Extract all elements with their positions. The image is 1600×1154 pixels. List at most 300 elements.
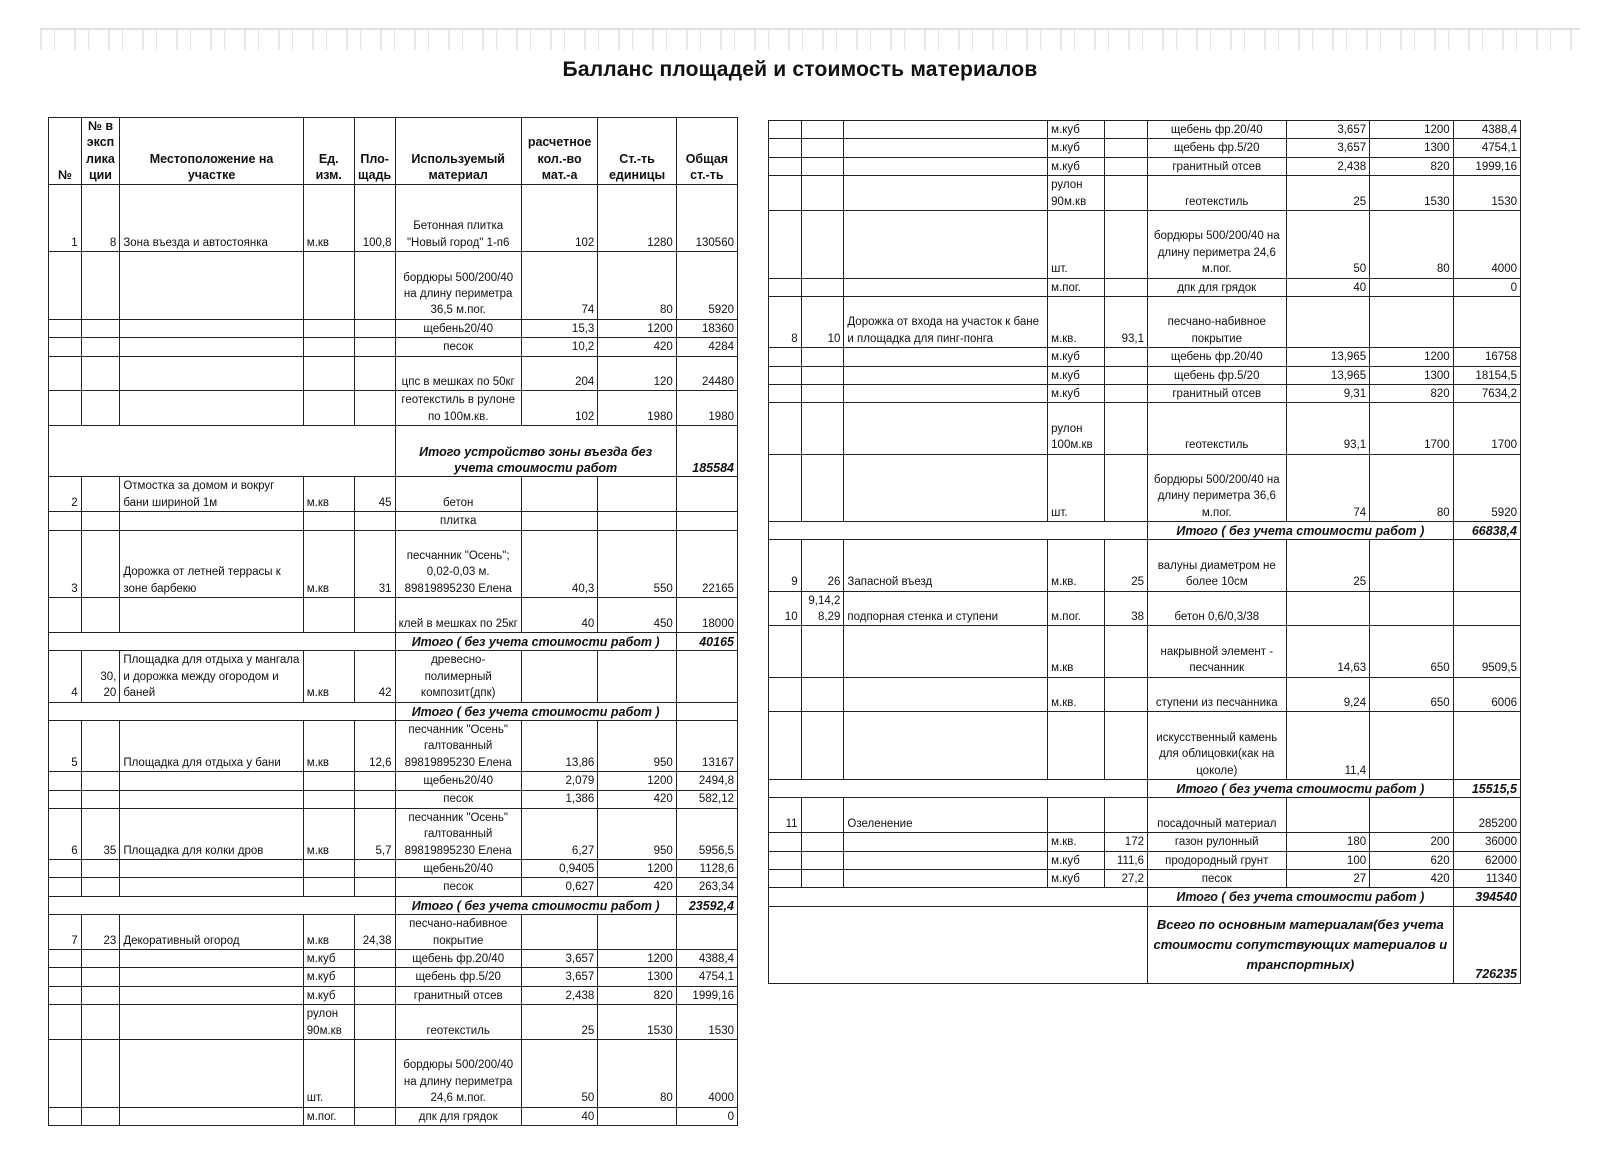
cell-no <box>769 348 802 366</box>
table-row <box>769 384 1521 402</box>
cell-material: щебень20/40 <box>395 860 521 878</box>
header-no <box>49 118 82 185</box>
table-row <box>49 338 738 356</box>
cell-sum: 6006 <box>1453 677 1520 712</box>
cell-area <box>354 986 395 1004</box>
cell-expl <box>801 176 844 211</box>
table-row <box>769 833 1521 851</box>
cell-sum: 1980 <box>676 391 737 426</box>
cell-qty: 10,2 <box>521 338 597 356</box>
cell-material: щебень20/40 <box>395 319 521 337</box>
header-unitcost-line: единицы <box>608 168 666 183</box>
cell-expl <box>801 384 844 402</box>
cell-unit-cost: 1530 <box>1370 176 1454 211</box>
cell-unit: м.пог. <box>303 1107 354 1125</box>
cell-area: 31 <box>354 530 395 598</box>
grand-total-label: Всего по основным материалам(без учета стоимости сопутствующих материалов и транспортных) <box>1147 906 1453 983</box>
cell-sum: 0 <box>1453 278 1520 296</box>
cell-material: песчанник "Осень" галтованный 89819895230 Елена <box>395 808 521 859</box>
cell-material: накрывной элемент - песчанник <box>1147 626 1286 677</box>
cell-expl <box>81 356 120 391</box>
cell-material: плитка <box>395 512 521 530</box>
cell-place <box>120 598 303 633</box>
cell-unit: м.куб <box>1048 121 1105 139</box>
table-row <box>769 677 1521 712</box>
cell-unit <box>1048 798 1105 833</box>
cell-area <box>354 878 395 896</box>
cell-material: гранитный отсев <box>1147 384 1286 402</box>
cell-place <box>120 1040 303 1108</box>
cell-material: клей в мешках по 25кг <box>395 598 521 633</box>
cell-qty <box>1286 798 1370 833</box>
cell-unit-cost: 1200 <box>1370 121 1454 139</box>
cell-area <box>354 1040 395 1108</box>
cell-unit: м.куб <box>1048 157 1105 175</box>
cell-material: бордюры 500/200/40 на длину периметра 36,6 м.пог. <box>1147 454 1286 522</box>
cell-unit-cost: 820 <box>1370 157 1454 175</box>
cell-expl <box>801 626 844 677</box>
table-row <box>769 366 1521 384</box>
cell-material: песок <box>395 790 521 808</box>
cell-expl <box>81 720 120 771</box>
cell-area <box>354 512 395 530</box>
cell-sum: 22165 <box>676 530 737 598</box>
cell-qty: 50 <box>521 1040 597 1108</box>
cell-material: щебень фр.20/40 <box>395 950 521 968</box>
cell-area: 45 <box>354 477 395 512</box>
page-title: Балланс площадей и стоимость материалов <box>562 58 1038 81</box>
right-materials-table <box>768 120 1521 984</box>
cell-unit: м.кв <box>1048 626 1105 677</box>
header-unit <box>303 118 354 185</box>
cell-unit-cost: 80 <box>1370 210 1454 278</box>
cell-unit: м.пог. <box>1048 591 1105 626</box>
cell-area <box>1105 366 1148 384</box>
cell-expl <box>801 157 844 175</box>
table-row <box>769 278 1521 296</box>
cell-qty <box>521 651 597 702</box>
cell-sum <box>676 477 737 512</box>
cell-material: гранитный отсев <box>1147 157 1286 175</box>
cell-expl <box>81 319 120 337</box>
cell-unit-cost: 1300 <box>1370 139 1454 157</box>
cell-unit: м.кв. <box>1048 540 1105 591</box>
cell-no <box>769 139 802 157</box>
cell-unit-cost <box>1370 591 1454 626</box>
cell-material: ступени из песчанника <box>1147 677 1286 712</box>
table-row <box>49 1040 738 1108</box>
total-row <box>49 896 738 914</box>
cell-sum: 4000 <box>676 1040 737 1108</box>
cell-area <box>354 391 395 426</box>
cell-place: Зона въезда и автостоянка <box>120 184 303 252</box>
cell-expl <box>81 968 120 986</box>
cell-expl: 9,14,2 8,29 <box>801 591 844 626</box>
cell-qty <box>521 915 597 950</box>
cell-sum: 5920 <box>676 252 737 320</box>
cell-place <box>120 512 303 530</box>
cell-material: цпс в мешках по 50кг <box>395 356 521 391</box>
cell-place: Озеленение <box>844 798 1048 833</box>
cell-sum: 582,12 <box>676 790 737 808</box>
cell-qty: 40 <box>1286 278 1370 296</box>
cell-qty: 0,627 <box>521 878 597 896</box>
cell-no <box>49 790 82 808</box>
cell-expl <box>81 950 120 968</box>
cell-area <box>1105 403 1148 454</box>
cell-place: Площадка для колки дров <box>120 808 303 859</box>
cell-place <box>844 210 1048 278</box>
cell-material: бетон 0,6/0,3/38 <box>1147 591 1286 626</box>
cell-area <box>354 252 395 320</box>
cell-sum: 4388,4 <box>1453 121 1520 139</box>
cell-unit <box>303 790 354 808</box>
cell-qty: 3,657 <box>1286 121 1370 139</box>
table-row <box>49 790 738 808</box>
cell-unit-cost: 200 <box>1370 833 1454 851</box>
cell-unit <box>303 512 354 530</box>
cell-unit-cost <box>598 651 676 702</box>
table-row <box>769 210 1521 278</box>
cell-sum: 1999,16 <box>1453 157 1520 175</box>
cell-no <box>769 384 802 402</box>
cell-sum: 285200 <box>1453 798 1520 833</box>
cell-unit-cost: 1200 <box>1370 348 1454 366</box>
cell-unit-cost: 1280 <box>598 184 676 252</box>
cell-unit: м.кв <box>303 808 354 859</box>
cell-unit-cost <box>1370 712 1454 780</box>
cell-unit <box>303 878 354 896</box>
cell-material: геотекстиль <box>395 1005 521 1040</box>
cell-sum: 16758 <box>1453 348 1520 366</box>
cell-no <box>769 157 802 175</box>
cell-expl: 30, 20 <box>81 651 120 702</box>
cell-qty: 102 <box>521 391 597 426</box>
cell-area: 100,8 <box>354 184 395 252</box>
cell-unit-cost <box>1370 798 1454 833</box>
table-row <box>49 720 738 771</box>
table-row <box>49 252 738 320</box>
cell-unit: м.куб <box>1048 348 1105 366</box>
cell-expl <box>81 772 120 790</box>
cell-place: подпорная стенка и ступени <box>844 591 1048 626</box>
table-row <box>49 356 738 391</box>
cell-no <box>49 512 82 530</box>
cell-no <box>769 870 802 888</box>
table-row <box>769 139 1521 157</box>
cell-material: песчанник "Осень"; 0,02-0,03 м. 89819895230 Елена <box>395 530 521 598</box>
cell-material: гранитный отсев <box>395 986 521 1004</box>
cell-place <box>844 139 1048 157</box>
total-value: 185584 <box>676 426 737 477</box>
cell-no: 5 <box>49 720 82 771</box>
cell-place <box>844 454 1048 522</box>
cell-blank <box>49 632 396 650</box>
cell-place <box>120 319 303 337</box>
cell-sum: 130560 <box>676 184 737 252</box>
cell-unit-cost: 450 <box>598 598 676 633</box>
cell-qty: 50 <box>1286 210 1370 278</box>
cell-unit: м.куб <box>1048 366 1105 384</box>
cell-unit <box>1048 712 1105 780</box>
cell-unit: м.куб <box>303 950 354 968</box>
cell-area <box>1105 454 1148 522</box>
cell-unit-cost <box>1370 540 1454 591</box>
table-row <box>49 772 738 790</box>
cell-expl <box>801 870 844 888</box>
cell-no <box>769 210 802 278</box>
cell-area <box>354 790 395 808</box>
cell-qty: 2,438 <box>1286 157 1370 175</box>
cell-no: 7 <box>49 915 82 950</box>
cell-material: дпк для грядок <box>395 1107 521 1125</box>
cell-unit-cost: 120 <box>598 356 676 391</box>
cell-expl <box>801 798 844 833</box>
cell-sum <box>1453 540 1520 591</box>
cell-unit: м.кв <box>303 477 354 512</box>
table-row <box>49 915 738 950</box>
cell-qty: 100 <box>1286 851 1370 869</box>
cell-unit <box>303 252 354 320</box>
cell-unit-cost <box>1370 278 1454 296</box>
cell-place <box>844 384 1048 402</box>
cell-area: 111,6 <box>1105 851 1148 869</box>
left-materials-table <box>48 117 738 1126</box>
cell-qty: 13,965 <box>1286 366 1370 384</box>
cell-expl <box>801 121 844 139</box>
cell-expl <box>801 677 844 712</box>
cell-unit-cost: 80 <box>598 1040 676 1108</box>
cell-place <box>844 833 1048 851</box>
cell-qty: 74 <box>521 252 597 320</box>
cell-expl <box>81 391 120 426</box>
cell-qty: 25 <box>521 1005 597 1040</box>
cell-sum: 11340 <box>1453 870 1520 888</box>
cell-no <box>769 626 802 677</box>
cell-qty: 25 <box>1286 540 1370 591</box>
header-place-line: участке <box>187 168 236 183</box>
cell-unit-cost <box>598 512 676 530</box>
cell-expl <box>81 986 120 1004</box>
cell-unit-cost: 1200 <box>598 860 676 878</box>
cell-sum <box>1453 591 1520 626</box>
cell-area <box>354 1107 395 1125</box>
total-value: 66838,4 <box>1453 522 1520 540</box>
cell-sum: 4388,4 <box>676 950 737 968</box>
header-total-line: Общая <box>685 151 729 166</box>
table-row <box>769 157 1521 175</box>
header-qty-line: мат.-а <box>541 168 578 183</box>
table-row <box>769 591 1521 626</box>
cell-unit: м.куб <box>1048 139 1105 157</box>
cell-material: песчано-набивное покрытие <box>1147 296 1286 347</box>
cell-sum <box>676 651 737 702</box>
cell-area <box>1105 384 1148 402</box>
cell-material: дпк для грядок <box>1147 278 1286 296</box>
cell-place <box>844 366 1048 384</box>
cell-area <box>354 356 395 391</box>
table-row <box>49 968 738 986</box>
cell-unit-cost: 650 <box>1370 626 1454 677</box>
cell-place: Декоративный огород <box>120 915 303 950</box>
total-value: 40165 <box>676 632 737 650</box>
total-value: 23592,4 <box>676 896 737 914</box>
cell-qty: 13,86 <box>521 720 597 771</box>
cell-no: 9 <box>769 540 802 591</box>
cell-material: валуны диаметром не более 10см <box>1147 540 1286 591</box>
cell-material: песок <box>395 338 521 356</box>
cell-sum: 13167 <box>676 720 737 771</box>
table-row <box>769 626 1521 677</box>
cell-area <box>1105 176 1148 211</box>
cell-no <box>49 319 82 337</box>
cell-area <box>354 1005 395 1040</box>
cell-place <box>120 986 303 1004</box>
cell-place <box>120 1005 303 1040</box>
table-row <box>769 403 1521 454</box>
cell-sum: 36000 <box>1453 833 1520 851</box>
cell-unit-cost: 1980 <box>598 391 676 426</box>
cell-expl <box>801 403 844 454</box>
cell-no <box>769 833 802 851</box>
cell-unit-cost: 1300 <box>1370 366 1454 384</box>
cell-qty: 6,27 <box>521 808 597 859</box>
cell-qty: 13,965 <box>1286 348 1370 366</box>
cell-qty: 180 <box>1286 833 1370 851</box>
grand-total-value: 726235 <box>1453 906 1520 983</box>
cell-unit-cost: 1300 <box>598 968 676 986</box>
cell-sum: 263,34 <box>676 878 737 896</box>
total-row <box>49 426 738 477</box>
cell-area <box>354 950 395 968</box>
header-no-text: № <box>57 168 72 183</box>
cell-unit-cost: 420 <box>1370 870 1454 888</box>
cell-no <box>49 860 82 878</box>
cell-material: продородный грунт <box>1147 851 1286 869</box>
cell-qty: 15,3 <box>521 319 597 337</box>
header-total <box>676 118 737 185</box>
cell-expl <box>801 139 844 157</box>
cell-unit <box>303 319 354 337</box>
cell-no <box>49 598 82 633</box>
table-row <box>49 878 738 896</box>
total-value <box>676 702 737 720</box>
cell-sum <box>676 915 737 950</box>
cell-unit: рулон 90м.кв <box>1048 176 1105 211</box>
cell-expl <box>81 252 120 320</box>
cell-blank <box>769 888 1148 906</box>
total-label: Итого устройство зоны въезда без учета стоимости работ <box>395 426 676 477</box>
table-row <box>49 184 738 252</box>
cell-expl: 10 <box>801 296 844 347</box>
cell-unit: рулон 100м.кв <box>1048 403 1105 454</box>
cell-blank <box>769 780 1148 798</box>
cell-no: 4 <box>49 651 82 702</box>
header-place-line: Местоположение на <box>149 151 274 166</box>
table-row <box>49 319 738 337</box>
cell-unit-cost: 420 <box>598 878 676 896</box>
cell-area <box>1105 121 1148 139</box>
cell-qty: 1,386 <box>521 790 597 808</box>
table-row <box>49 1005 738 1040</box>
table-row <box>49 1107 738 1125</box>
cell-area: 5,7 <box>354 808 395 859</box>
total-value: 394540 <box>1453 888 1520 906</box>
header-expl <box>81 118 120 185</box>
cell-qty: 9,31 <box>1286 384 1370 402</box>
cell-no: 2 <box>49 477 82 512</box>
cell-qty: 27 <box>1286 870 1370 888</box>
cell-no <box>49 986 82 1004</box>
cell-place <box>844 176 1048 211</box>
cell-no: 10 <box>769 591 802 626</box>
table-row <box>769 454 1521 522</box>
cell-material: песок <box>395 878 521 896</box>
cell-unit-cost: 1200 <box>598 772 676 790</box>
cell-no: 3 <box>49 530 82 598</box>
cell-expl <box>81 477 120 512</box>
cell-sum: 1128,6 <box>676 860 737 878</box>
cell-sum: 24480 <box>676 356 737 391</box>
cell-area: 42 <box>354 651 395 702</box>
cell-unit: м.кв <box>303 915 354 950</box>
table-row <box>769 348 1521 366</box>
cell-place <box>844 712 1048 780</box>
cell-qty: 11,4 <box>1286 712 1370 780</box>
cell-sum: 1700 <box>1453 403 1520 454</box>
cell-unit <box>303 772 354 790</box>
header-area-line: Пло- <box>360 151 389 166</box>
cell-qty <box>521 512 597 530</box>
total-row <box>769 522 1521 540</box>
cell-material: геотекстиль <box>1147 176 1286 211</box>
cell-unit-cost: 1700 <box>1370 403 1454 454</box>
cell-unit-cost <box>598 477 676 512</box>
cell-no <box>49 950 82 968</box>
cell-expl <box>81 860 120 878</box>
cell-area <box>1105 210 1148 278</box>
cell-place <box>120 968 303 986</box>
header-qty <box>521 118 597 185</box>
cell-area: 172 <box>1105 833 1148 851</box>
cell-no <box>769 176 802 211</box>
table-row <box>49 860 738 878</box>
cell-unit: м.куб <box>303 968 354 986</box>
cell-sum: 7634,2 <box>1453 384 1520 402</box>
cell-material: песчано-набивное покрытие <box>395 915 521 950</box>
total-label: Итого ( без учета стоимости работ ) <box>395 702 676 720</box>
cell-material: щебень фр.5/20 <box>395 968 521 986</box>
cell-no: 11 <box>769 798 802 833</box>
cell-area <box>1105 626 1148 677</box>
cell-unit-cost: 950 <box>598 720 676 771</box>
cell-no <box>49 1040 82 1108</box>
cell-unit-cost: 620 <box>1370 851 1454 869</box>
total-label: Итого ( без учета стоимости работ ) <box>1147 888 1453 906</box>
cell-place: Отмостка за домом и вокруг бани шириной 1м <box>120 477 303 512</box>
cell-no <box>769 403 802 454</box>
cell-unit: м.кв. <box>1048 296 1105 347</box>
cell-place <box>120 878 303 896</box>
header-qty-line: расчетное <box>527 135 592 150</box>
cell-no: 8 <box>769 296 802 347</box>
cell-place <box>120 391 303 426</box>
table-row <box>49 986 738 1004</box>
cell-no <box>769 677 802 712</box>
cell-area <box>1105 278 1148 296</box>
table-row <box>769 712 1521 780</box>
grand-total-spacer <box>769 906 1148 983</box>
